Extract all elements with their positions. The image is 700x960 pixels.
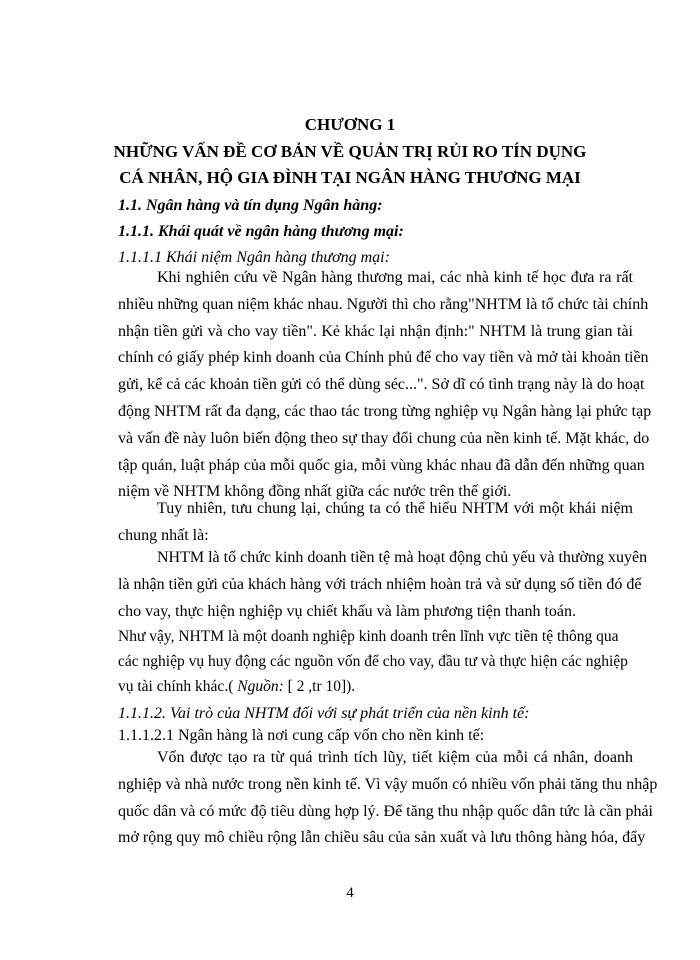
- paragraph-summary-intro: [118, 496, 633, 550]
- text-line: và vấn đề này luôn biến động theo sự thay đổi chung của nền kinh tế. Mặt khác, do: [118, 429, 650, 447]
- paragraph-capital: [118, 745, 658, 852]
- text-line: niệm về NHTM không đồng nhất giữa các nước trên thế giới.: [118, 483, 512, 501]
- paragraph-definition: [118, 545, 648, 625]
- text-line: quốc dân và có mức độ tiêu dùng hợp lý. Để tăng thu nhập quốc dân tức là cần phải: [118, 802, 653, 820]
- heading-1-1: 1.1. Ngân hàng và tín dụng Ngân hàng:: [118, 197, 383, 214]
- citation: [ 2 ,tr 10]).: [283, 678, 356, 695]
- text-line: chính có giấy phép kinh doanh của Chính phủ để cho vay tiền và mở tài khoản tiền: [118, 349, 649, 367]
- text-line: Tuy nhiên, tưu chung lại, chúng ta có thể hiểu NHTM với một khái niệm: [157, 500, 633, 517]
- chapter-title-line-2: CÁ NHÂN, HỘ GIA ĐÌNH TẠI NGÂN HÀNG THƯƠNG MẠI: [119, 168, 581, 187]
- paragraph-conclusion: [118, 624, 628, 699]
- text-line: mở rộng quy mô chiều rộng lẫn chiều sâu của sản xuất và lưu thông hàng hóa, đẩy: [118, 829, 646, 847]
- text-line: tập quán, luật pháp của mỗi quốc gia, mỗi vùng khác nhau đã dẫn đến những quan: [118, 456, 645, 474]
- text-line: nhiều những quan niệm khác nhau. Người thì cho rằng"NHTM là tổ chức tài chính: [118, 295, 649, 313]
- text-line: nhận tiền gửi và cho vay tiền". Kẻ khác lại nhận định:" NHTM là trung gian tài: [118, 322, 633, 340]
- heading-1-1-1: 1.1.1. Khái quát về ngân hàng thương mại:: [118, 223, 404, 240]
- chapter-title-line-1: NHỮNG VẤN ĐỀ CƠ BẢN VỀ QUẢN TRỊ RỦI RO TÍN DỤNG: [113, 142, 587, 161]
- text-line: Như vậy, NHTM là một doanh nghiệp kinh doanh trên lĩnh vực tiền tệ thông qua: [118, 628, 619, 645]
- text-line: chung nhất là:: [118, 526, 209, 544]
- text-line: Vốn được tạo ra từ quá trình tích lũy, tiết kiệm của mỗi cá nhân, doanh: [157, 749, 633, 766]
- source-label: Nguồn:: [237, 678, 284, 695]
- heading-1-1-1-2-1: 1.1.1.2.1 Ngân hàng là nơi cung cấp vốn cho nền kinh tế:: [118, 727, 485, 744]
- heading-1-1-1-2: 1.1.1.2. Vai trò của NHTM đối với sự phát triển của nền kinh tế:: [118, 705, 530, 722]
- text-line: các nghiệp vụ huy động các nguồn vốn để cho vay, đầu tư và thực hiện các nghiệp: [118, 653, 628, 670]
- text-line: là nhận tiền gửi của khách hàng với trách nhiệm hoàn trả và sử dụng số tiền đó để: [118, 575, 642, 593]
- text-line: nghiệp và nhà nước trong nền kinh tế. Vì vậy muốn có nhiều vốn phải tăng thu nhập: [118, 775, 658, 793]
- heading-1-1-1-1: 1.1.1.1 Khái niệm Ngân hàng thương mại:: [118, 249, 390, 266]
- text-line: NHTM là tổ chức kinh doanh tiền tệ mà hoạt động chủ yếu và thường xuyên: [157, 549, 648, 566]
- text-line: gửi, kể cả các khoản tiền gửi có thể dùng séc...". Sở dĩ có tình trạng này là do hoạt: [118, 376, 645, 394]
- page-number: 4: [346, 885, 354, 901]
- text-fragment: vụ tài chính khác.(: [118, 678, 238, 695]
- text-line: Khi nghiên cứu về Ngân hàng thương mai, các nhà kinh tế học đưa ra rất: [157, 269, 633, 286]
- text-line: [118, 674, 594, 699]
- text-line: cho vay, thực hiện nghiệp vụ chiết khấu và làm phương tiện thanh toán.: [118, 602, 576, 620]
- chapter-number: CHƯƠNG 1: [304, 115, 396, 134]
- text-line: động NHTM rất đa dạng, các thao tác trong từng nghiệp vụ Ngân hàng lại phức tạp: [118, 402, 652, 420]
- paragraph-definitions: [118, 265, 652, 506]
